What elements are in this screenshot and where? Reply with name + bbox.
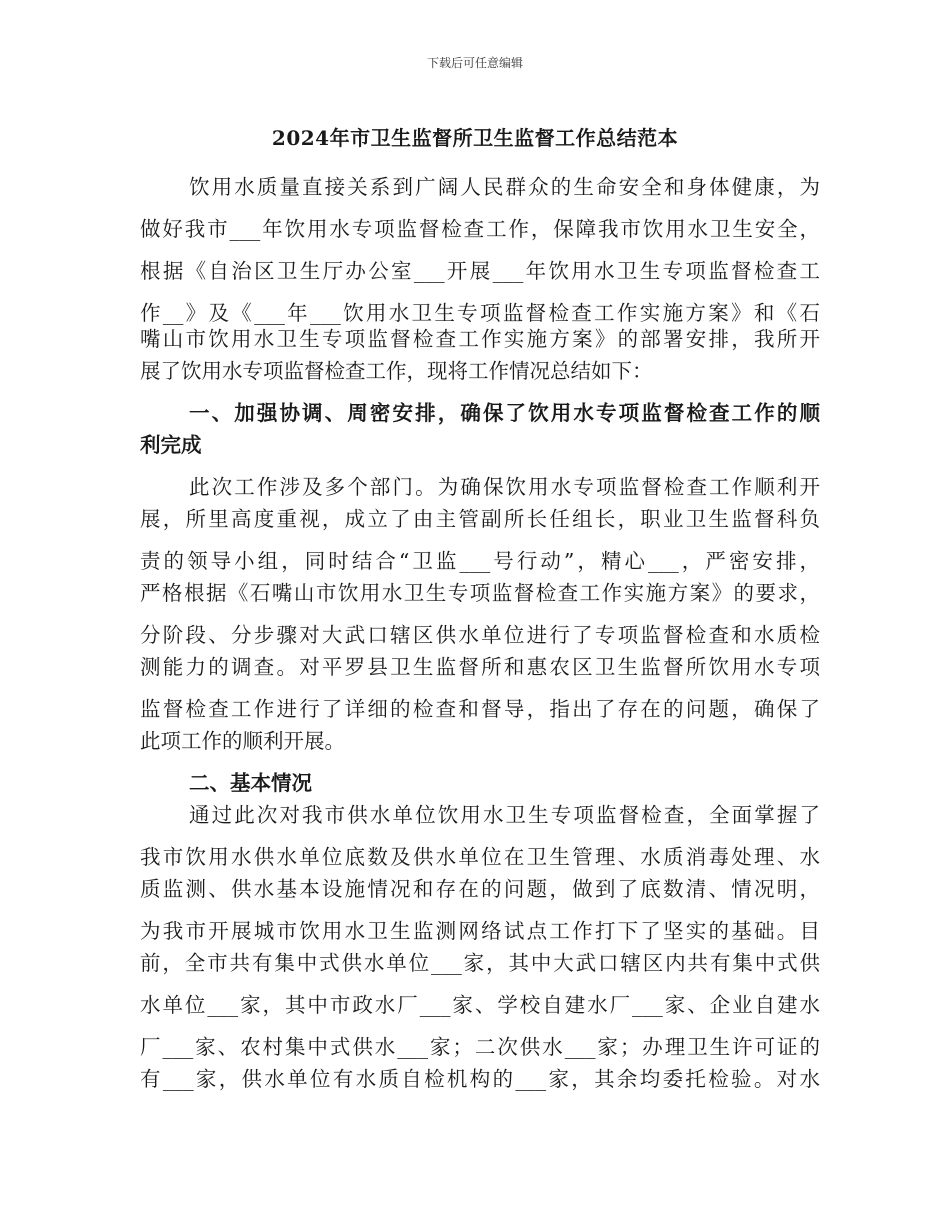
paragraph-line: 严格根据《石嘴山市饮用水卫生专项监督检查工作实施方案》的要求， (140, 581, 820, 605)
paragraph-line: 分阶段、分步骤对大武口辖区供水单位进行了专项监督检查和水质检 (140, 623, 820, 647)
section-heading: 一、加强协调、周密安排，确保了饮用水专项监督检查工作的顺 (189, 401, 820, 425)
paragraph-line: 厂___家、农村集中式供水___家；二次供水___家；办理卫生许可证的 (140, 1035, 820, 1059)
header-note: 下载后可任意编辑 (426, 56, 523, 70)
paragraph-line: 责的领导小组，同时结合“卫监___号行动”，精心___，严密安排， (140, 549, 820, 573)
section-heading: 二、基本情况 (189, 771, 312, 795)
paragraph-line: 质监测、供水基本设施情况和存在的问题，做到了底数清、情况明， (140, 877, 820, 901)
paragraph-line: 根据《自治区卫生厅办公室___开展___年饮用水卫生专项监督检查工 (140, 259, 820, 283)
paragraph-line: 通过此次对我市供水单位饮用水卫生专项监督检查，全面掌握了 (189, 803, 820, 827)
paragraph-line: 作__》及《___年___饮用水卫生专项监督检查工作实施方案》和《石 (140, 301, 820, 325)
paragraph-line: 展了饮用水专项监督检查工作，现将工作情况总结如下： (140, 359, 653, 383)
paragraph-line: 水单位___家，其中市政水厂___家、学校自建水厂___家、企业自建水 (140, 993, 820, 1017)
paragraph-line: 做好我市___年饮用水专项监督检查工作，保障我市饮用水卫生安全， (140, 217, 820, 241)
paragraph-line: 前，全市共有集中式供水单位___家，其中大武口辖区内共有集中式供 (140, 951, 820, 975)
section-heading: 利完成 (140, 433, 202, 457)
paragraph-line: 饮用水质量直接关系到广阔人民群众的生命安全和身体健康，为 (189, 175, 820, 199)
paragraph-line: 我市饮用水供水单位底数及供水单位在卫生管理、水质消毒处理、水 (140, 845, 820, 869)
paragraph-line: 监督检查工作进行了详细的检查和督导，指出了存在的问题，确保了 (140, 697, 820, 721)
paragraph-line: 此次工作涉及多个部门。为确保饮用水专项监督检查工作顺利开 (189, 475, 820, 499)
paragraph-line: 为我市开展城市饮用水卫生监测网络试点工作打下了坚实的基础。目 (140, 919, 820, 943)
document-title: 2024年市卫生监督所卫生监督工作总结范本 (271, 126, 679, 150)
paragraph-line: 测能力的调查。对平罗县卫生监督所和惠农区卫生监督所饮用水专项 (140, 655, 820, 679)
paragraph-line: 此项工作的顺利开展。 (140, 729, 345, 753)
paragraph-line: 有___家，供水单位有水质自检机构的___家，其余均委托检验。对水 (140, 1067, 820, 1091)
paragraph-line: 展，所里高度重视，成立了由主管副所长任组长，职业卫生监督科负 (140, 507, 820, 531)
paragraph-line: 嘴山市饮用水卫生专项监督检查工作实施方案》的部署安排，我所开 (140, 327, 820, 351)
